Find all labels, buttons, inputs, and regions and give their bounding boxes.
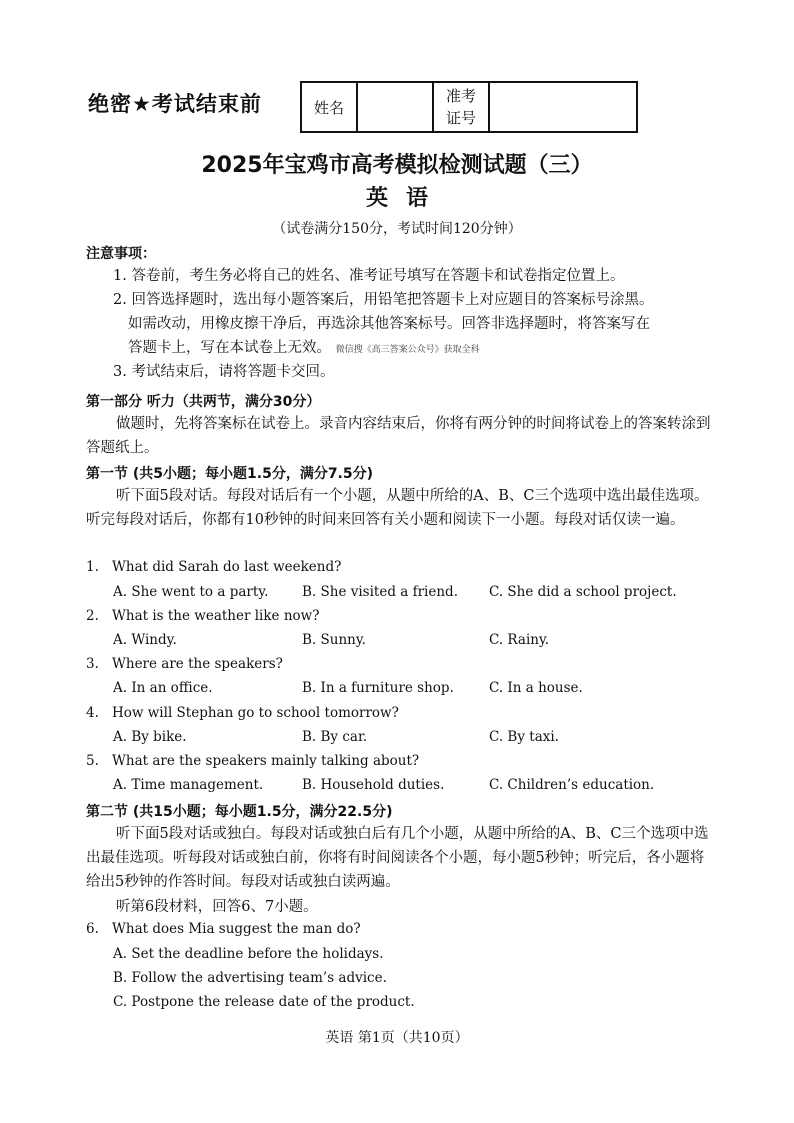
section2-intro: 听下面5段对话或独白。每段对话或独白后有几个小题，从题中所给的A、B、C三个选项中选出最佳选项。听每段对话或独白前，你将有时间阅读各个小题，每小题5秒钟；听完后，各小题将给出5秒钟的作答时间。每段对话或独白读两遍。	[86, 826, 709, 890]
question-number: 2.	[86, 608, 99, 624]
option-b[interactable]: B. In a furniture shop.	[302, 680, 454, 696]
question-number: 1.	[86, 559, 99, 575]
option-b[interactable]: B. By car.	[302, 729, 368, 745]
exam-id-label-line2: 证号	[445, 109, 476, 127]
section2-heading: 第二节 (共15小题；每小题1.5分，满分22.5分)	[86, 804, 393, 820]
question-text: How will Stephan go to school tomorrow?	[112, 705, 399, 721]
notes-heading: 注意事项：	[86, 246, 156, 262]
question-number: 3.	[86, 656, 99, 672]
exam-id-field[interactable]	[489, 82, 637, 132]
option-c[interactable]: C. In a house.	[489, 680, 583, 696]
option-a[interactable]: A. Time management.	[113, 777, 264, 793]
option-c[interactable]: C. She did a school project.	[489, 584, 677, 600]
option-a[interactable]: A. She went to a party.	[113, 584, 269, 600]
page-footer: 英语 第1页（共10页）	[325, 1030, 469, 1046]
question-4	[86, 705, 399, 721]
note-3: 3. 考试结束后，请将答题卡交回。	[113, 364, 335, 380]
subject-title: 英语	[365, 186, 446, 211]
section1-heading: 第一节 (共5小题；每小题1.5分，满分7.5分)	[86, 466, 374, 482]
question-3	[86, 656, 283, 672]
confidential-label: 绝密★考试结束前	[88, 92, 262, 116]
question-number: 4.	[86, 705, 99, 721]
part1-intro: 做题时，先将答案标在试卷上。录音内容结束后，你将有两分钟的时间将试卷上的答案转涂到答题纸上。	[86, 416, 711, 456]
note-1: 1. 答卷前，考生务必将自己的姓名、准考证号填写在答题卡和试卷指定位置上。	[113, 268, 625, 284]
option-a[interactable]: A. In an office.	[113, 680, 213, 696]
note-2-line3-text: 答题卡上，写在本试卷上无效。	[128, 340, 331, 356]
question-number: 6.	[86, 921, 99, 937]
question-text: What does Mia suggest the man do?	[112, 921, 361, 937]
name-label: 姓名	[301, 82, 357, 132]
question-1	[86, 559, 341, 575]
option-c[interactable]: C. Children’s education.	[489, 777, 655, 793]
note-2-line3	[128, 336, 728, 362]
option-a[interactable]: A. By bike.	[113, 729, 187, 745]
option-c[interactable]: C. Rainy.	[489, 632, 550, 648]
section1-intro: 听下面5段对话。每段对话后有一个小题，从题中所给的A、B、C三个选项中选出最佳选项。听完每段对话后，你都有10秒钟的时间来回答有关小题和阅读下一小题。每段对话仅读一遍。	[86, 488, 709, 528]
option-b[interactable]: B. Sunny.	[302, 632, 366, 648]
option-a[interactable]: A. Set the deadline before the holidays.	[113, 946, 384, 962]
exam-id-label	[433, 82, 489, 132]
exam-info: （试卷满分150分，考试时间120分钟）	[272, 221, 522, 237]
question-text: Where are the speakers?	[112, 656, 283, 672]
option-c[interactable]: C. Postpone the release date of the product.	[113, 994, 415, 1010]
option-a[interactable]: A. Windy.	[113, 632, 177, 648]
question-text: What is the weather like now?	[112, 608, 320, 624]
candidate-info-table	[300, 81, 638, 133]
note-2-line1: 2. 回答选择题时，选出每小题答案后，用铅笔把答题卡上对应题目的答案标号涂黑。	[113, 292, 654, 308]
question-number: 5.	[86, 753, 99, 769]
option-b[interactable]: B. Household duties.	[302, 777, 445, 793]
name-field[interactable]	[357, 82, 433, 132]
question-2	[86, 608, 319, 624]
part1-heading: 第一部分 听力（共两节，满分30分）	[86, 394, 321, 410]
question-text: What are the speakers mainly talking about?	[112, 753, 420, 769]
option-b[interactable]: B. Follow the advertising team’s advice.	[113, 970, 387, 986]
exam-id-label-line1: 准考	[445, 87, 476, 105]
section2-material: 听第6段材料，回答6、7小题。	[116, 899, 318, 915]
question-5	[86, 753, 419, 769]
question-6	[86, 921, 361, 937]
option-b[interactable]: B. She visited a friend.	[302, 584, 458, 600]
note-2-line2: 如需改动，用橡皮擦干净后，再选涂其他答案标号。回答非选择题时，将答案写在	[128, 316, 650, 332]
question-text: What did Sarah do last weekend?	[112, 559, 342, 575]
option-c[interactable]: C. By taxi.	[489, 729, 559, 745]
watermark-note: 微信搜《高三答案公众号》获取全科	[335, 345, 480, 355]
page-title: 2025年宝鸡市高考模拟检测试题（三）	[201, 153, 593, 178]
